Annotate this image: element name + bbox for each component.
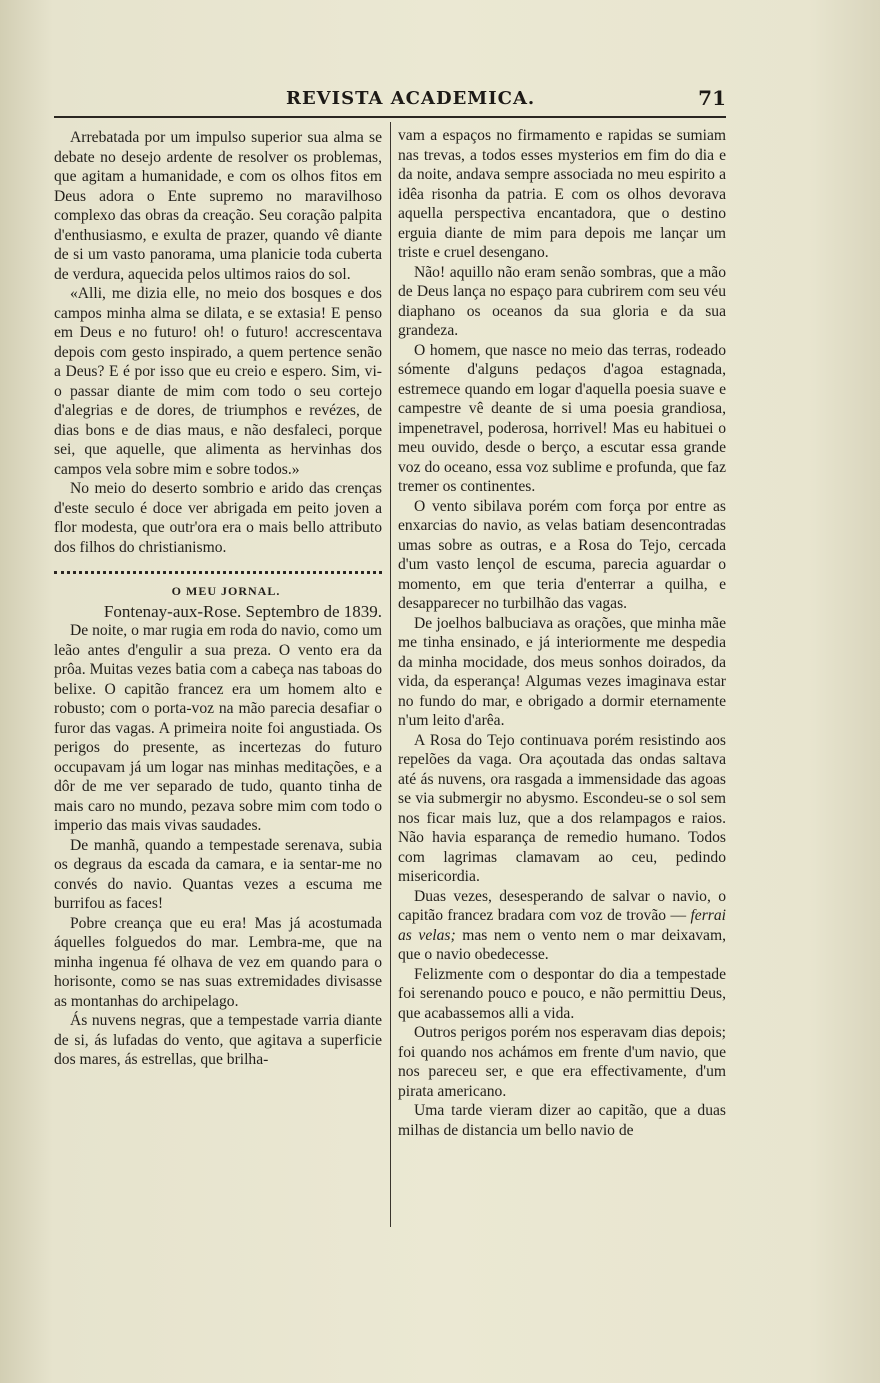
text-run: mas nem o vento nem o mar deixavam, que o navio obedecesse. (398, 926, 727, 963)
paragraph: Ás nuvens negras, que a tempestade varria diante de si, ás lufadas do vento, que agitava a superficie dos mares, ás estrellas, que brilha- (54, 1012, 382, 1068)
paragraph-trovao (398, 887, 726, 965)
page-header (54, 86, 726, 118)
paragraph: O vento sibilava porém com força por entre as enxarcias do navio, as velas batiam desencontradas umas sobre as outras, e a Rosa do Tejo, cercada d'um vasto lençol de escuma, parecia aguardar o momento, em que teria d'enterrar a quilha, e desapparecer no turbilhão das vagas. (398, 497, 726, 612)
dotted-separator (54, 563, 382, 574)
paragraph: Arrebatada por um impulso superior sua alma se debate no desejo ardente de resolver os problemas, que agitam a humanidade, e com os olhos fitos em Deus adora o Ente supremo no maravilhoso complexo das obras da creação. Seu coração palpita d'enthusiasmo, e exulta de prazer, quando vê diante de si um vasto panorama, uma planicie toda cuberta de verdura, aquecida pelos ultimos raios do sol. (54, 129, 382, 283)
section-title: O MEU JORNAL. (171, 584, 281, 598)
text-run: Duas vezes, desesperando de salvar o navio, o capitão francez bradara com voz de trovão — (398, 887, 726, 924)
paragraph: De joelhos balbuciava as orações, que minha mãe me tinha ensinado, e já interiormente me despedia da minha mocidade, dos meus sonhos doirados, da vida, da esperança! Algumas vezes imaginava estar no fundo do mar, e obrigado a dormir eternamente n'um leito d'arêa. (398, 614, 726, 729)
right-column (398, 126, 726, 1140)
paragraph: vam a espaços no firmamento e rapidas se sumiam nas trevas, a todos esses mysterios em fim do dia e da noite, andava sempre associada no meu espirito a idêa risonha da patria. E com os olhos devorava aquella perspectiva encantadora, que o destino erguia diante de mim para depois me lançar um triste e cruel desengano. (398, 127, 726, 261)
column-rule (390, 122, 391, 1227)
paragraph: «Alli, me dizia elle, no meio dos bosques e dos campos minha alma se dilata, e se extasia! E penso em Deus e no futuro! oh! o futuro! accrescentava depois com gesto inspirado, a quem pertence senão a Deus? E é por isso que eu creio e espero. Sim, vi-o passar diante de mim com todo o seu cortejo d'alegrias e de dores, de triumphos e revézes, de dias bons e de dias maus, e não desfaleci, porque sei, que aquelle, que alimenta as hervinhas dos campos vela sobre mim e sobre todos.» (54, 285, 382, 478)
paragraph: Felizmente com o despontar do dia a tempestade foi serenando pouco e pouco, e não permittiu Deus, que acabassemos alli a vida. (398, 965, 726, 1022)
paragraph: Não! aquillo não eram senão sombras, que a mão de Deus lança no espaço para cubrirem com seu véu diaphano os oceanos da sua gloria e da sua grandeza. (398, 263, 726, 339)
paragraph: Pobre creança que eu era! Mas já acostumada áquelles folguedos do mar. Lembra-me, que na minha ingenua fé olhava de vez em quando para o horisonte, como se nas suas extremidades divisasse as montanhas do archipelago. (54, 914, 382, 1010)
emphasis: ferrai as velas; (398, 907, 726, 944)
paragraph: No meio do deserto sombrio e arido das crenças d'este seculo é doce ver abrigada em peito joven a flor modesta, que outr'ora era o mais bello attributo dos filhos do christianismo. (54, 480, 382, 556)
paragraph: De manhã, quando a tempestade serenava, subia os degraus da escada da camara, e ia sentar-me no convés do navio. Quantas vezes a escuma me burrifou as faces! (54, 836, 382, 912)
paragraph: Uma tarde vieram dizer ao capitão, que a duas milhas de distancia um bello navio de (398, 1102, 726, 1139)
paragraph: Outros perigos porém nos esperavam dias depois; foi quando nos achámos em frente d'um navio, que nos pareceu ser, e que era effectivamente, d'um pirata americano. (398, 1024, 726, 1100)
left-column (54, 128, 382, 1070)
paragraph: O homem, que nasce no meio das terras, rodeado sómente d'alguns pedaços d'agoa estagnada, estremece quando em logar d'aquella poesia suave e campestre vê deante de si uma poesia grandiosa, impenetravel, poderosa, horrivel! Mas eu habituei o meu ouvido, desde o berço, a escutar essa grande voz do oceano, essa voz sublime e profunda, que faz tremer os continentes. (398, 341, 726, 495)
paragraph: A Rosa do Tejo continuava porém resistindo aos repelões da vaga. Ora açoutada das ondas saltava até ás nuvens, ora rasgada a immensidade das agoas se via submergir no abysmo. Escondeu-se o sol sem nos ficar mais luz, que a dos relampagos e raios. Não havia esparança de remedio humano. Todos com lagrimas clamavam ao ceu, pedindo misericordia. (398, 731, 726, 885)
running-title: REVISTA ACADEMICA. (286, 88, 536, 109)
page-number: 71 (698, 86, 726, 110)
paragraph: De noite, o mar rugia em roda do navio, como um leão antes d'engulir a sua preza. O vento era da prôa. Muitas vezes batia com a cabeça nas taboas do belixe. O capitão francez era um homem alto e robusto; com o porta-voz na mão parecia desafiar o furor das vagas. A primeira noite foi angustiada. Os perigos do presente, as incertezas do futuro occupavam já um logar nas minhas meditações, e a dôr de me ver separado de tudo, quanto tinha de mais caro no mundo, pezava sobre mim com todo o imperio das mais vivas saudades. (54, 622, 382, 834)
dateline: Fontenay-aux-Rose. Septembro de 1839. (103, 601, 382, 621)
